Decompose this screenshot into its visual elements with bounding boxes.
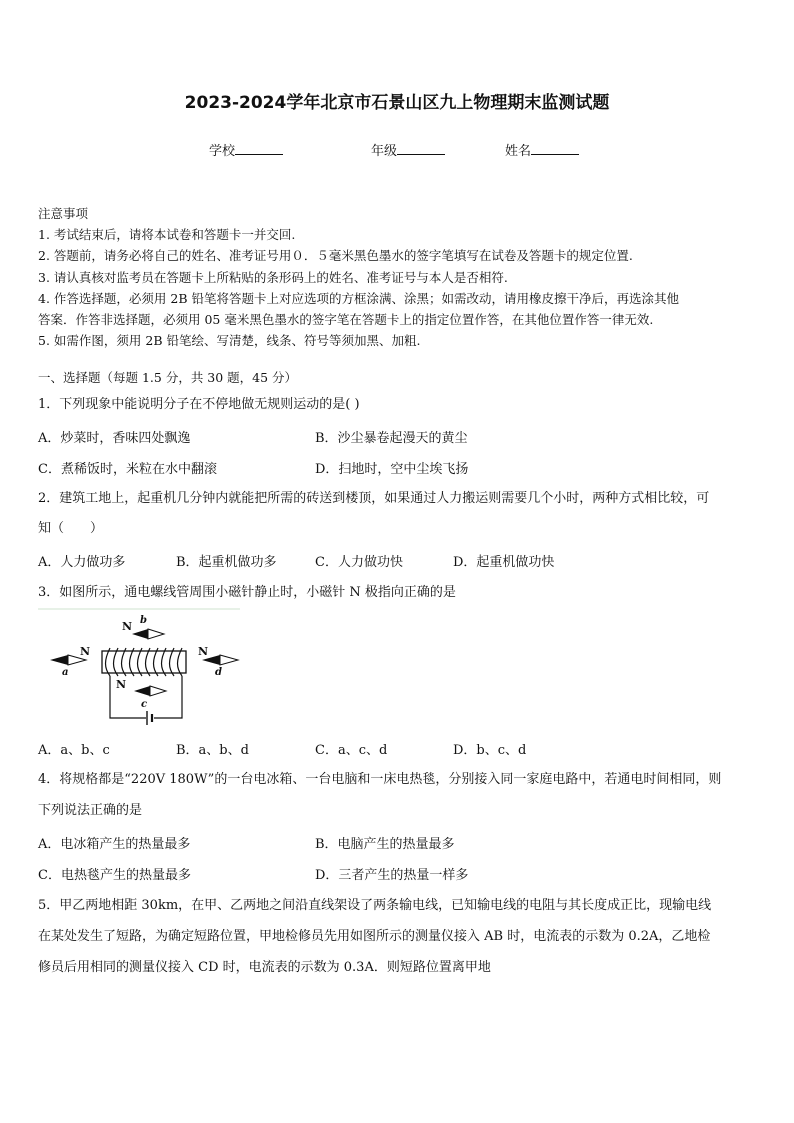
grade-label: 年级 — [371, 144, 398, 159]
q5-stem-line1: 5．甲乙两地相距 30km，在甲、乙两地之间沿直线架设了两条输电线，已知输电线的电阻与其长度成正比，现输电线 — [38, 898, 712, 913]
needle-a-n-label: N — [80, 645, 91, 658]
q2-option-d: D．起重机做功快 — [453, 555, 555, 570]
notes-block — [38, 203, 758, 351]
name-field — [505, 140, 579, 159]
note-item: 答案．作答非选择题，必须用 05 毫米黑色墨水的签字笔在答题卡上的指定位置作答，在其他位置作答一律无效. — [38, 312, 654, 328]
q5-stem-line2: 在某处发生了短路，为确定短路位置，甲地检修员先用如图所示的测量仪接入 AB 时，电流表的示数为 0.2A，乙地检 — [38, 929, 711, 944]
notes-heading: 注意事项 — [38, 206, 89, 221]
q4-option-a: A．电冰箱产生的热量最多 — [38, 837, 191, 852]
name-label: 姓名 — [505, 144, 532, 159]
school-blank — [235, 142, 283, 155]
grade-field — [371, 140, 445, 159]
grade-blank — [397, 142, 445, 155]
school-label: 学校 — [209, 144, 236, 159]
note-item: 2. 答题前，请务必将自己的姓名、准考证号用０．５毫米黑色墨水的签字笔填写在试卷及答题卡的规定位置. — [38, 248, 633, 264]
section-heading: 一、选择题（每题 1.5 分，共 30 题，45 分） — [38, 370, 298, 385]
q4-option-c: C．电热毯产生的热量最多 — [38, 868, 191, 883]
q1-option-d: D．扫地时，空中尘埃飞扬 — [315, 462, 469, 477]
page-title: 2023-2024学年北京市石景山区九上物理期末监测试题 — [184, 93, 610, 113]
q3-option-a: A．a、b、c — [38, 743, 110, 758]
q1-option-b: B．沙尘暴卷起漫天的黄尘 — [315, 431, 468, 446]
needle-c-n-label: N — [116, 678, 127, 691]
q1-option-a: A．炒菜时，香味四处飘逸 — [38, 431, 191, 446]
q1-option-c: C．煮稀饭时，米粒在水中翻滚 — [38, 462, 217, 477]
q5-stem-line3: 修员后用相同的测量仪接入 CD 时，电流表的示数为 0.3A．则短路位置离甲地 — [38, 960, 491, 975]
q2-stem-line1: 2．建筑工地上，起重机几分钟内就能把所需的砖送到楼顶，如果通过人力搬运则需要几个小时，两种方式相比较，可 — [38, 491, 710, 506]
q2-option-a: A．人力做功多 — [38, 555, 126, 570]
q4-stem-line2: 下列说法正确的是 — [38, 803, 143, 818]
needle-a-label: a — [62, 667, 69, 678]
q2-option-c: C．人力做功快 — [315, 555, 403, 570]
q1-stem: 1．下列现象中能说明分子在不停地做无规则运动的是( ) — [38, 397, 360, 412]
solenoid-diagram — [38, 608, 240, 730]
school-field — [209, 140, 283, 159]
q4-stem-line1: 4．将规格都是“220V 180W”的一台电冰箱、一台电脑和一床电热毯，分别接入同一家庭电路中，若通电时间相同，则 — [38, 772, 722, 787]
note-item: 1. 考试结束后，请将本试卷和答题卡一并交回. — [38, 227, 296, 243]
needle-d-n-label: N — [198, 645, 209, 658]
q3-option-c: C．a、c、d — [315, 743, 388, 758]
q3-option-d: D．b、c、d — [453, 743, 527, 758]
q4-option-d: D．三者产生的热量一样多 — [315, 868, 469, 883]
name-blank — [531, 142, 579, 155]
needle-a-north — [50, 655, 68, 665]
q3-stem: 3．如图所示，通电螺线管周围小磁针静止时，小磁针 N 极指向正确的是 — [38, 585, 456, 600]
q2-option-b: B．起重机做功多 — [176, 555, 277, 570]
q4-option-b: B．电脑产生的热量最多 — [315, 837, 455, 852]
note-item: 4. 作答选择题，必须用 2B 铅笔将答题卡上对应选项的方框涂满、涂黑；如需改动，请用橡皮擦干净后，再选涂其他 — [38, 290, 679, 306]
note-item: 3. 请认真核对监考员在答题卡上所粘贴的条形码上的姓名、准考证号与本人是否相符. — [38, 269, 508, 285]
needle-b-n-label: N — [122, 620, 133, 633]
needle-c-label: c — [141, 699, 148, 710]
q3-option-b: B．a、b、d — [176, 743, 249, 758]
needle-c-north — [134, 686, 150, 696]
needle-d-label: d — [215, 667, 222, 678]
note-item: 5. 如需作图，须用 2B 铅笔绘、写清楚，线条、符号等须加黑、加粗. — [38, 333, 421, 349]
needle-b-north — [132, 629, 148, 639]
needle-b-label: b — [140, 615, 147, 626]
q2-stem-line2: 知（ ） — [38, 521, 104, 536]
